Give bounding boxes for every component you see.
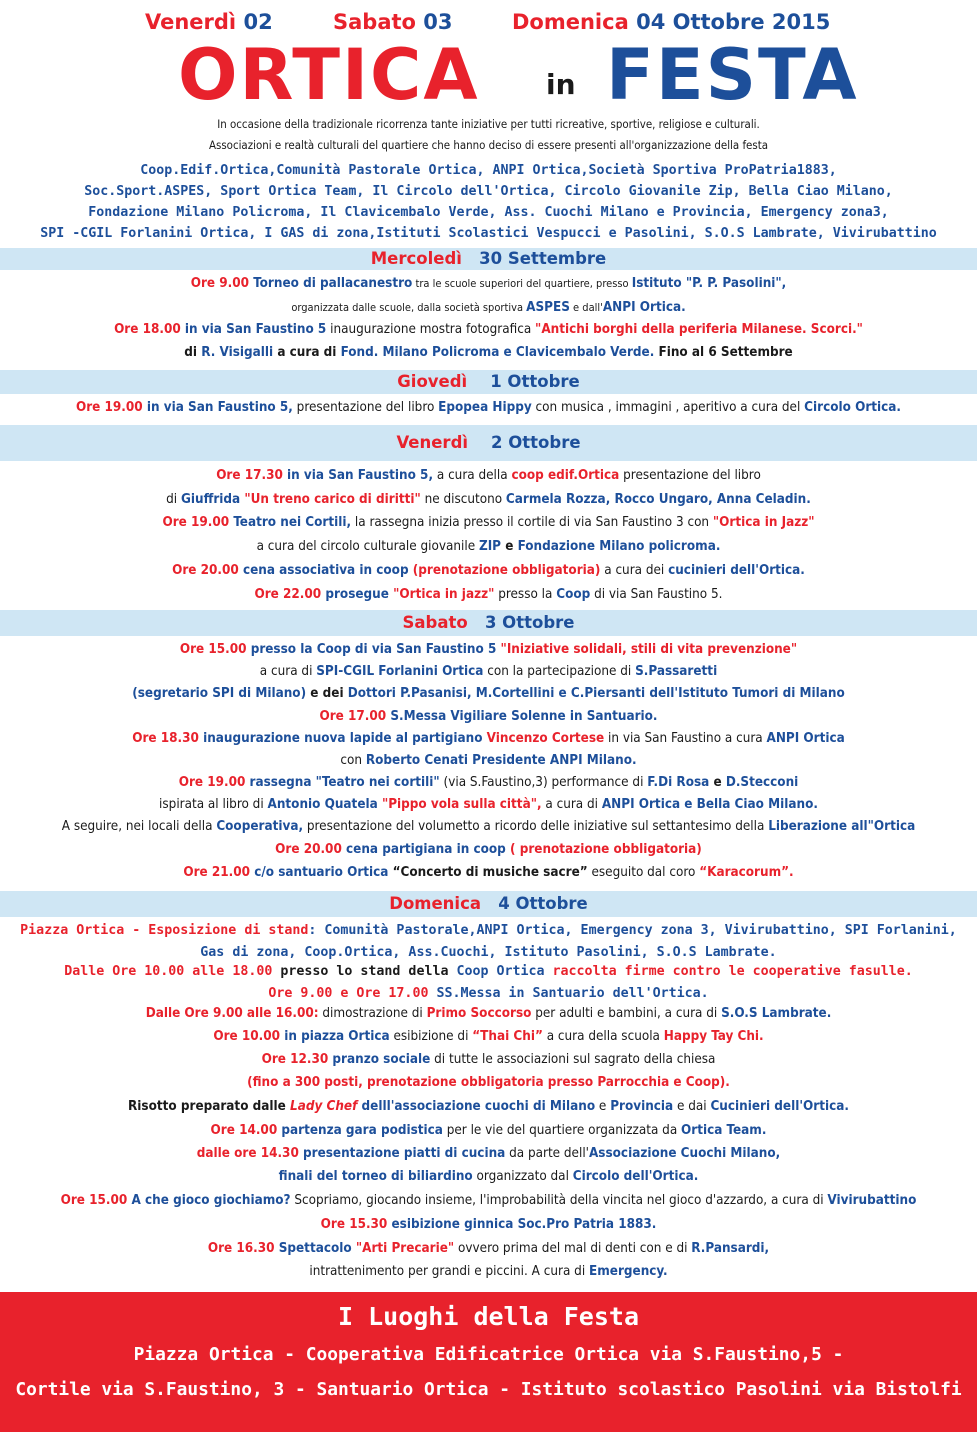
- event-line: [0, 1075, 977, 1090]
- event-time: Ore 22.00: [254, 587, 322, 602]
- event-guest: (segretario SPI di Milano): [132, 686, 307, 701]
- event-line: [0, 753, 977, 768]
- event-org: ANPI Ortica.: [602, 300, 686, 315]
- event-line: [0, 400, 977, 415]
- event-title: prosegue: [321, 587, 389, 602]
- event-text: e: [709, 775, 726, 790]
- event-title: Epopea Hippy: [438, 400, 532, 415]
- date-saturday-label: Sabato: [333, 10, 416, 34]
- event-org: Ortica Team.: [681, 1123, 767, 1138]
- event-note: (prenotazione obbligatoria): [408, 563, 601, 578]
- event-title: Spettacolo: [274, 1241, 352, 1256]
- footer-line-2: Cortile via S.Faustino, 3 - Santuario Ortica - Istituto scolastico Pasolini via Bistolfi: [15, 1379, 962, 1400]
- event-line: [0, 300, 977, 315]
- event-text: di via San Faustino 5.: [590, 587, 723, 602]
- event-text: a cura di: [273, 345, 341, 360]
- event-author: Antonio Quatela: [267, 797, 378, 812]
- event-line: [0, 492, 977, 507]
- event-title: raccolta firme contro le cooperative fasulle.: [544, 964, 913, 979]
- event-text: a cura di: [259, 664, 317, 679]
- event-note: ( prenotazione obbligatoria): [505, 842, 702, 857]
- day-name: Mercoledì: [370, 249, 462, 268]
- event-org: coop edif.Ortica: [511, 468, 620, 483]
- event-text: a cura della: [433, 468, 512, 483]
- event-line: [0, 345, 977, 360]
- event-text: dimostrazione di: [318, 1006, 427, 1021]
- event-guest: D.Stecconi: [725, 775, 799, 790]
- event-venue: c/o santuario Ortica: [250, 865, 389, 880]
- event-text: e dei: [306, 686, 348, 701]
- associations-line-1: Coop.Edif.Ortica,Comunità Pastorale Ortica, ANPI Ortica,Società Sportiva ProPatria1883,: [140, 163, 837, 178]
- event-line: [0, 1052, 977, 1067]
- event-text: per adulti e bambini, a cura di: [531, 1006, 722, 1021]
- event-guest: Roberto Cenati Presidente ANPI Milano.: [365, 753, 637, 768]
- event-orgs: Gas di zona, Coop.Ortica, Ass.Cuochi, Istituto Pasolini, S.O.S Lambrate.: [200, 945, 777, 960]
- event-org: Fond. Milano Policroma e Clavicembalo Verde.: [340, 345, 655, 360]
- event-org: Circolo dell'Ortica.: [572, 1169, 699, 1184]
- event-guests: Carmela Rozza, Rocco Ungaro, Anna Celadin.: [505, 492, 811, 507]
- event-line: [0, 664, 977, 679]
- event-title: “Concerto di musiche sacre”: [388, 865, 588, 880]
- event-time: Ore 18.30: [132, 731, 199, 746]
- date-friday-label: Venerdì: [145, 10, 237, 34]
- event-text: da parte dell': [505, 1146, 589, 1161]
- event-text: presso la: [494, 587, 557, 602]
- event-org: Vivirubattino: [827, 1193, 917, 1208]
- event-time: Ore 18.00: [114, 322, 181, 337]
- event-venue: in via San Faustino 5,: [142, 400, 293, 415]
- event-line: [0, 964, 977, 979]
- event-time: Dalle Ore 10.00 alle 18.00: [64, 964, 273, 979]
- event-time: Ore 12.30: [261, 1052, 329, 1067]
- event-venue: Istituto "P. P. Pasolini",: [631, 276, 787, 291]
- event-line: [0, 1241, 977, 1256]
- event-time: Ore 9.00: [190, 276, 250, 291]
- event-title: rassegna "Teatro nei cortili": [245, 775, 440, 790]
- event-title: "Arti Precarie": [351, 1241, 455, 1256]
- day-band-venerdi: [0, 425, 977, 461]
- event-line: [0, 686, 977, 701]
- event-time: Dalle Ore 9.00 alle 16.00:: [145, 1006, 319, 1021]
- event-text: con la partecipazione di: [483, 664, 636, 679]
- day-name: Domenica: [389, 894, 481, 913]
- title-ortica: ORTICA: [178, 34, 480, 116]
- event-line: [0, 775, 977, 790]
- event-text: a cura dei: [600, 563, 669, 578]
- event-note: (fino a 300 posti, prenotazione obbligatoria presso Parrocchia e Coop).: [247, 1075, 730, 1090]
- event-text: (via S.Faustino,3) performance di: [439, 775, 648, 790]
- event-title: Teatro nei Cortili,: [229, 515, 352, 530]
- event-title: cena associativa in coop: [238, 563, 409, 578]
- event-text: Scopriamo, giocando insieme, l'improbabilità della vincita nel gioco d'azzardo, a cura di: [290, 1193, 828, 1208]
- event-time: Ore 17.00: [319, 709, 387, 724]
- associations-line-4: SPI -CGIL Forlanini Ortica, I GAS di zona,Istituti Scolastici Vespucci e Pasolini, S.O.S Lambrate, Vivirubattino: [40, 226, 937, 241]
- event-text: ne discutono: [420, 492, 506, 507]
- event-time: Ore 20.00: [275, 842, 342, 857]
- event-time: Ore 19.00: [162, 515, 230, 530]
- event-text: eseguito dal coro: [587, 865, 700, 880]
- footer-heading: I Luoghi della Festa: [337, 1302, 640, 1331]
- event-org: dell'Ortica.: [726, 563, 805, 578]
- event-text: e: [595, 1099, 611, 1114]
- event-text: ovvero prima del mal di denti con e di: [454, 1241, 692, 1256]
- event-line: [0, 945, 977, 960]
- event-text: la rassegna inizia presso il cortile di via San Faustino 3 con: [351, 515, 713, 530]
- event-org: Circolo Ortica.: [804, 400, 901, 415]
- event-title: presentazione piatti di cucina: [298, 1146, 506, 1161]
- event-title: Primo Soccorso: [426, 1006, 532, 1021]
- event-line: [0, 986, 977, 1001]
- event-org: Lady Chef: [290, 1099, 358, 1114]
- event-guest: “Karacorum”.: [699, 865, 794, 880]
- date-saturday-num: 03: [423, 10, 453, 34]
- event-line: [0, 563, 977, 578]
- event-text: Risotto preparato dalle: [128, 1099, 291, 1114]
- event-org: cucinieri: [668, 563, 727, 578]
- event-title: S.Messa Vigiliare Solenne in Santuario.: [386, 709, 658, 724]
- event-time: Ore 17.30: [216, 468, 283, 483]
- event-text: con musica , immagini , aperitivo a cura del: [531, 400, 805, 415]
- date-sunday-date: 04 Ottobre 2015: [636, 10, 831, 34]
- event-title: "Pippo vola sulla città",: [377, 797, 542, 812]
- event-title: pranzo sociale: [328, 1052, 431, 1067]
- event-title: "Ortica in jazz": [388, 587, 495, 602]
- event-time: Ore 9.00 e Ore 17.00: [268, 986, 429, 1001]
- day-date: 2 Ottobre: [491, 433, 581, 452]
- day-name: Sabato: [402, 613, 468, 632]
- event-title: "Un treno carico di diritti": [240, 492, 421, 507]
- event-guests: Dottori P.Pasanisi, M.Cortellini e C.Piersanti dell'Istituto Tumori di Milano: [347, 686, 845, 701]
- event-line: [0, 539, 977, 554]
- event-org: Emergency.: [589, 1264, 668, 1279]
- event-time: Ore 20.00: [172, 563, 239, 578]
- event-venue: in piazza Ortica: [280, 1029, 390, 1044]
- event-org: Soc.Pro Patria 1883.: [513, 1217, 657, 1232]
- event-text: di: [166, 492, 181, 507]
- event-line: [0, 1123, 977, 1138]
- event-text: a cura del circolo culturale giovanile: [256, 539, 479, 554]
- day-band-mercoledi: [0, 248, 977, 270]
- event-time: Ore 19.00: [178, 775, 246, 790]
- event-title: esibizione ginnica: [387, 1217, 514, 1232]
- event-line: [0, 797, 977, 812]
- day-date: 1 Ottobre: [490, 372, 580, 391]
- event-line: [0, 1146, 977, 1161]
- event-text: presentazione del volumetto a ricordo delle iniziative sul settantesimo della: [303, 819, 769, 834]
- event-text: e dall': [569, 301, 603, 314]
- event-text: a cura della scuola: [542, 1029, 664, 1044]
- event-title: "Antichi borghi della periferia Milanese. Scorci.": [535, 322, 863, 337]
- event-org: Coop Ortica: [456, 964, 545, 979]
- event-title: "Ortica in Jazz": [712, 515, 815, 530]
- date-sunday-label: Domenica: [512, 10, 629, 34]
- event-line: [0, 923, 977, 938]
- event-text: esibizione di: [389, 1029, 473, 1044]
- event-text: presso lo stand della: [272, 964, 457, 979]
- event-line: [0, 1029, 977, 1044]
- day-name: Giovedì: [397, 372, 468, 391]
- event-org: ASPES: [526, 300, 570, 315]
- event-guest: Vincenzo Cortese: [482, 731, 605, 746]
- day-band-sabato: [0, 610, 977, 636]
- date-friday-num: 02: [243, 10, 273, 34]
- event-line: [0, 1169, 977, 1184]
- event-time: Ore 16.30: [207, 1241, 275, 1256]
- event-org: delll'associazione cuochi di Milano: [357, 1099, 596, 1114]
- event-line: [0, 515, 977, 530]
- event-title: Liberazione all"Ortica: [768, 819, 916, 834]
- event-time: dalle ore 14.30: [196, 1146, 299, 1161]
- event-text: per le vie del quartiere organizzata da: [442, 1123, 682, 1138]
- title-festa: FESTA: [606, 34, 859, 116]
- event-line: [0, 642, 977, 657]
- event-title: partenza gara podistica: [277, 1123, 443, 1138]
- associations-line-3: Fondazione Milano Policroma, Il Clavicembalo Verde, Ass. Cuochi Milano e Provincia, Emergency zona3,: [88, 205, 889, 220]
- intro-line-1: In occasione della tradizionale ricorrenza tante iniziative per tutti ricreative, sportive, religiose e culturali.: [217, 117, 760, 131]
- date-saturday: [333, 10, 453, 34]
- event-title: Torneo di pallacanestro: [249, 276, 413, 291]
- event-org: Fondazione Milano policroma.: [517, 539, 721, 554]
- event-text: intrattenimento per grandi e piccini. A cura di: [309, 1264, 589, 1279]
- event-line: [0, 865, 977, 880]
- event-text: e dai: [673, 1099, 711, 1114]
- event-title: "Iniziative solidali, stili di vita prevenzione": [496, 642, 798, 657]
- event-guest: S.Passaretti: [635, 664, 718, 679]
- event-org: ANPI Ortica: [766, 731, 845, 746]
- event-line: [0, 1217, 977, 1232]
- event-venue: presso la Coop di via San Faustino 5: [246, 642, 497, 657]
- event-line: [0, 1099, 977, 1114]
- event-org: Cooperativa,: [216, 819, 304, 834]
- event-title: “Thai Chi”: [472, 1029, 543, 1044]
- event-time: Ore 15.00: [60, 1193, 128, 1208]
- event-line: [0, 1264, 977, 1279]
- event-title: SS.Messa in Santuario dell'Ortica.: [428, 986, 709, 1001]
- event-text: A seguire, nei locali della: [61, 819, 217, 834]
- event-text: presentazione del libro: [292, 400, 439, 415]
- event-line: [0, 587, 977, 602]
- event-line: [0, 322, 977, 337]
- event-org: SPI-CGIL Forlanini Ortica: [316, 664, 484, 679]
- event-line: [0, 1006, 977, 1021]
- event-org: R. Visigalli: [201, 345, 274, 360]
- event-guest: F.Di Rosa: [647, 775, 710, 790]
- event-line: [0, 276, 977, 291]
- event-author: R.Pansardi,: [691, 1241, 770, 1256]
- date-sunday: [512, 10, 830, 34]
- event-time: Ore 15.30: [320, 1217, 388, 1232]
- event-line: [0, 819, 977, 834]
- event-text: tra le scuole superiori del quartiere, presso: [412, 277, 632, 290]
- event-line: [0, 731, 977, 746]
- intro-line-2: Associazioni e realtà culturali del quartiere che hanno deciso di essere presenti all'organizzazione della festa: [208, 138, 769, 152]
- event-org: S.O.S Lambrate.: [721, 1006, 832, 1021]
- event-venue: in via San Faustino 5,: [282, 468, 434, 483]
- event-time: Ore 15.00: [179, 642, 247, 657]
- day-date: 3 Ottobre: [484, 613, 575, 632]
- event-org: ZIP: [478, 539, 501, 554]
- event-text: ispirata al libro di: [159, 797, 268, 812]
- event-text: presentazione del libro: [619, 468, 761, 483]
- event-org: Provincia: [610, 1099, 674, 1114]
- event-time: Ore 21.00: [183, 865, 251, 880]
- event-org: Happy Tay Chi.: [663, 1029, 764, 1044]
- event-title: inaugurazione nuova lapide al partigiano: [198, 731, 483, 746]
- event-text: Fino al 6 Settembre: [654, 345, 793, 360]
- event-time: Ore 14.00: [210, 1123, 278, 1138]
- day-date: 30 Settembre: [479, 249, 607, 268]
- event-text: organizzato dal: [472, 1169, 573, 1184]
- event-line: [0, 1193, 977, 1208]
- event-title: Piazza Ortica - Esposizione di stand: [20, 923, 309, 938]
- event-org: Cucinieri dell'Ortica.: [710, 1099, 849, 1114]
- event-text: di tutte le associazioni sul sagrato della chiesa: [430, 1052, 716, 1067]
- event-author: Giuffrida: [180, 492, 241, 507]
- day-band-domenica: [0, 891, 977, 917]
- event-org: Associazione Cuochi Milano,: [588, 1146, 781, 1161]
- event-text: con: [340, 753, 366, 768]
- day-name: Venerdì: [396, 433, 469, 452]
- event-orgs: : Comunità Pastorale,ANPI Ortica, Emergency zona 3, Vivirubattino, SPI Forlanini,: [308, 923, 957, 938]
- event-text: inaugurazione mostra fotografica: [326, 322, 536, 337]
- title-in: in: [546, 68, 576, 101]
- event-text: a cura di: [541, 797, 602, 812]
- footer-line-1: Piazza Ortica - Cooperativa Edificatrice Ortica via S.Faustino,5 -: [133, 1344, 844, 1365]
- event-title: cena partigiana in coop: [341, 842, 506, 857]
- event-line: [0, 709, 977, 724]
- event-text: in via San Faustino a cura: [604, 731, 767, 746]
- event-venue: in via San Faustino 5: [180, 322, 327, 337]
- event-text: organizzata dalle scuole, dalla società sportiva: [291, 301, 527, 314]
- date-friday: [145, 10, 273, 34]
- day-band-giovedi: [0, 370, 977, 394]
- associations-line-2: Soc.Sport.ASPES, Sport Ortica Team, Il Circolo dell'Ortica, Circolo Giovanile Zip, Bella Ciao Milano,: [84, 184, 893, 199]
- event-line: [0, 842, 977, 857]
- event-org: Coop: [556, 587, 591, 602]
- day-date: 4 Ottobre: [498, 894, 588, 913]
- page-title: [0, 34, 977, 118]
- event-time: Ore 10.00: [213, 1029, 280, 1044]
- event-text: e: [501, 539, 518, 554]
- event-line: [0, 468, 977, 483]
- event-title: finali del torneo di biliardino: [278, 1169, 473, 1184]
- footer-locations: [0, 1292, 977, 1432]
- event-org: ANPI Ortica e Bella Ciao Milano.: [601, 797, 818, 812]
- event-text: di: [184, 345, 202, 360]
- event-title: A che gioco giochiamo?: [127, 1193, 291, 1208]
- event-time: Ore 19.00: [76, 400, 143, 415]
